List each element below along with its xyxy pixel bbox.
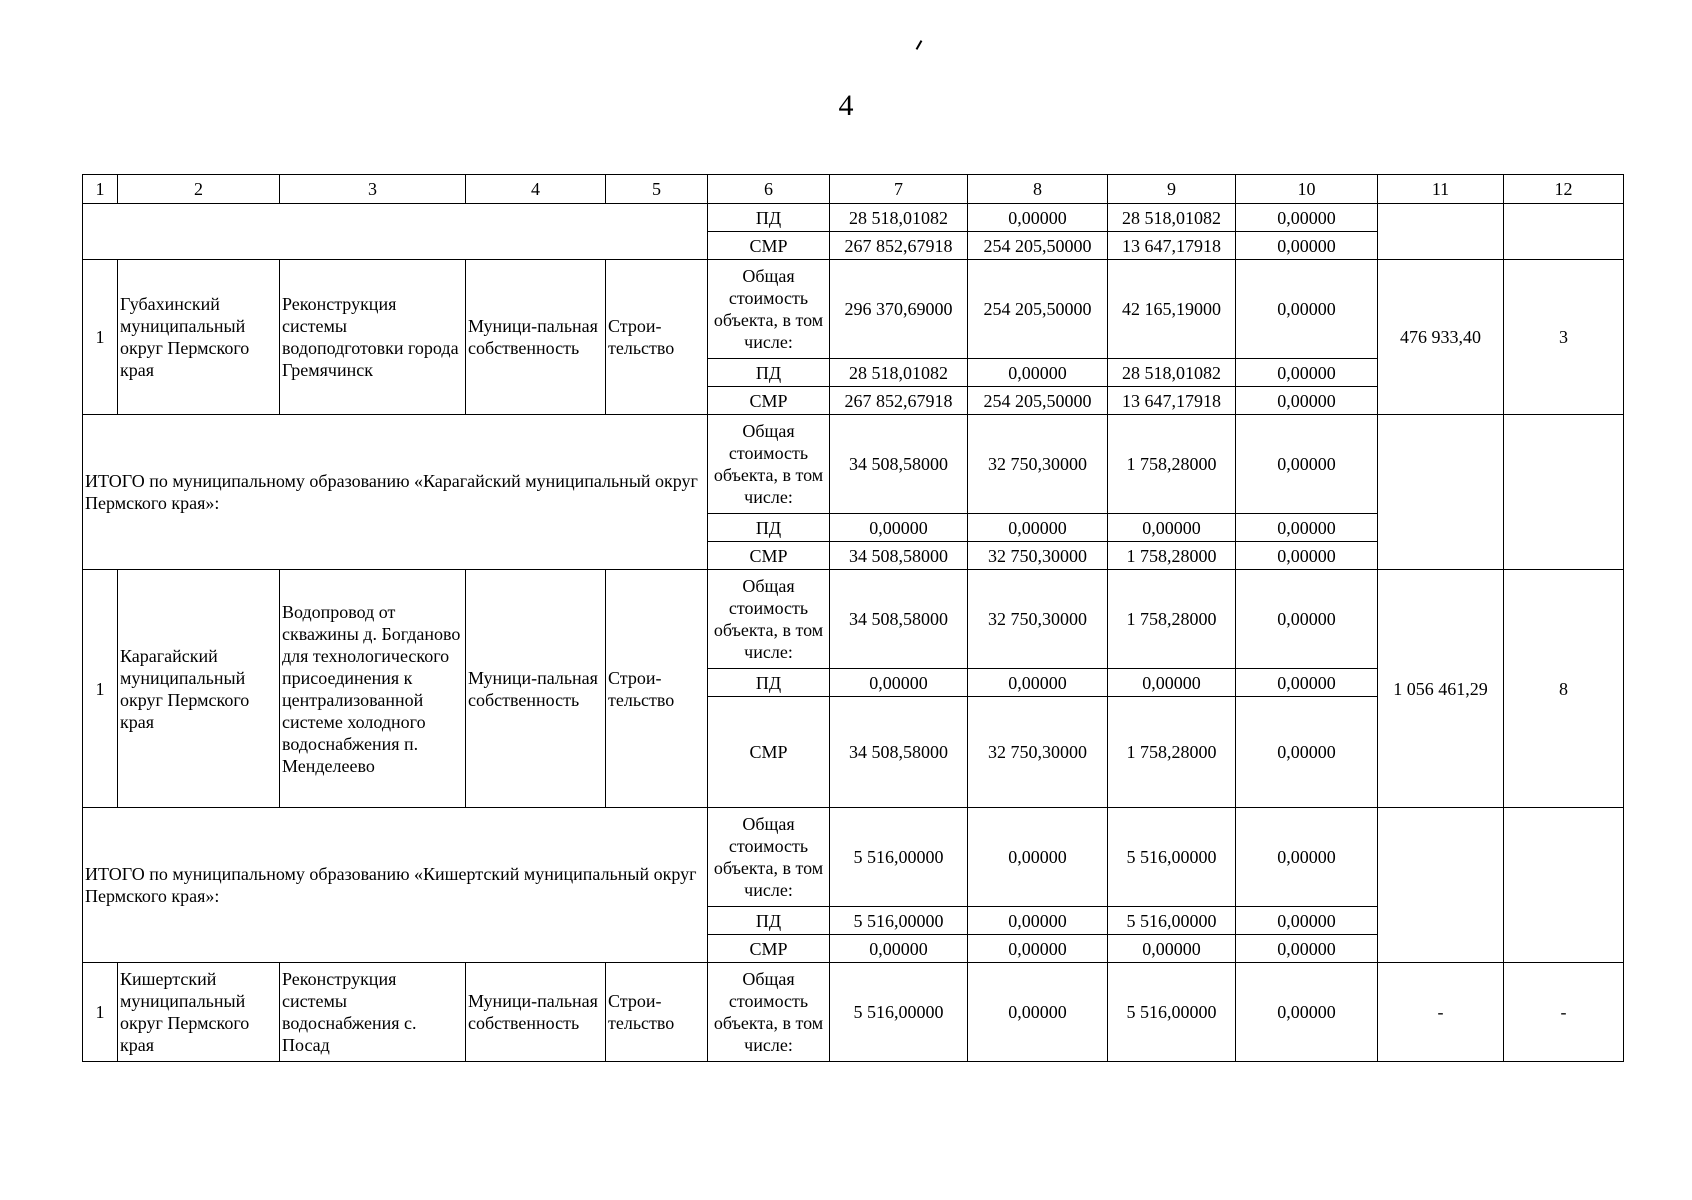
value-cell: 0,00000: [968, 808, 1108, 907]
object-cell: Реконструкция системы водоснабжения с. Посад: [280, 963, 466, 1062]
empty-cell: [1504, 204, 1624, 260]
value-cell: 0,00000: [1236, 260, 1378, 359]
value-cell: 1 758,28000: [1108, 415, 1236, 514]
value-cell: 0,00000: [1236, 697, 1378, 808]
value-cell: 0,00000: [968, 359, 1108, 387]
value-cell: 34 508,58000: [830, 570, 968, 669]
header-cell: 7: [830, 175, 968, 204]
value-cell: 5 516,00000: [1108, 808, 1236, 907]
row-number: 1: [83, 963, 118, 1062]
value-cell: 254 205,50000: [968, 387, 1108, 415]
value-cell: 5 516,00000: [1108, 963, 1236, 1062]
row-number: 1: [83, 260, 118, 415]
row-number: 1: [83, 570, 118, 808]
value-cell: 0,00000: [968, 514, 1108, 542]
work-type-cell: Строи-тельство: [606, 260, 708, 415]
header-cell: 5: [606, 175, 708, 204]
value-cell: 0,00000: [1236, 907, 1378, 935]
total-row: [83, 415, 1624, 514]
value-cell: 0,00000: [830, 514, 968, 542]
col11-cell: -: [1378, 963, 1504, 1062]
smr-label: СМР: [708, 697, 830, 808]
col12-cell: -: [1504, 963, 1624, 1062]
smr-label: СМР: [708, 935, 830, 963]
col11-cell: 476 933,40: [1378, 260, 1504, 415]
ownership-cell: Муници-пальная собственность: [466, 260, 606, 415]
value-cell: 0,00000: [1236, 570, 1378, 669]
value-cell: 0,00000: [968, 963, 1108, 1062]
smr-label: СМР: [708, 387, 830, 415]
municipality-total-title: ИТОГО по муниципальному образованию «Карагайский муниципальный округ Пермского края»:: [83, 415, 708, 570]
header-cell: 12: [1504, 175, 1624, 204]
value-cell: 32 750,30000: [968, 542, 1108, 570]
investment-table: [82, 174, 1624, 1062]
value-cell: 32 750,30000: [968, 570, 1108, 669]
header-cell: 6: [708, 175, 830, 204]
col12-cell: 8: [1504, 570, 1624, 808]
value-cell: 0,00000: [968, 204, 1108, 232]
municipality-cell: Кишертский муниципальный округ Пермского края: [118, 963, 280, 1062]
value-cell: 5 516,00000: [830, 808, 968, 907]
value-cell: 254 205,50000: [968, 260, 1108, 359]
total-cost-label: Общая стоимость объекта, в том числе:: [708, 570, 830, 669]
value-cell: 0,00000: [1236, 387, 1378, 415]
smr-label: СМР: [708, 542, 830, 570]
empty-cell: [1378, 808, 1504, 963]
value-cell: 1 758,28000: [1108, 542, 1236, 570]
value-cell: 0,00000: [968, 935, 1108, 963]
value-cell: 0,00000: [968, 907, 1108, 935]
municipality-cell: Карагайский муниципальный округ Пермского края: [118, 570, 280, 808]
value-cell: 1 758,28000: [1108, 570, 1236, 669]
pd-label: ПД: [708, 359, 830, 387]
header-cell: 11: [1378, 175, 1504, 204]
scan-mark: [916, 40, 923, 50]
table-row: [83, 570, 1624, 669]
value-cell: 28 518,01082: [1108, 359, 1236, 387]
value-cell: 28 518,01082: [1108, 204, 1236, 232]
value-cell: 0,00000: [1236, 808, 1378, 907]
value-cell: 34 508,58000: [830, 697, 968, 808]
value-cell: 0,00000: [1108, 514, 1236, 542]
ownership-cell: Муници-пальная собственность: [466, 963, 606, 1062]
pd-label: ПД: [708, 514, 830, 542]
value-cell: 32 750,30000: [968, 697, 1108, 808]
value-cell: 34 508,58000: [830, 542, 968, 570]
ownership-cell: Муници-пальная собственность: [466, 570, 606, 808]
header-cell: 1: [83, 175, 118, 204]
total-cost-label: Общая стоимость объекта, в том числе:: [708, 808, 830, 907]
header-cell: 8: [968, 175, 1108, 204]
table-row: [83, 963, 1624, 1062]
value-cell: 0,00000: [1236, 415, 1378, 514]
empty-cell: [1378, 415, 1504, 570]
value-cell: 0,00000: [830, 669, 968, 697]
pd-label: ПД: [708, 669, 830, 697]
header-cell: 3: [280, 175, 466, 204]
pd-label: ПД: [708, 907, 830, 935]
municipality-cell: Губахинский муниципальный округ Пермского края: [118, 260, 280, 415]
total-row: [83, 808, 1624, 907]
value-cell: 13 647,17918: [1108, 232, 1236, 260]
header-row: [83, 175, 1624, 204]
page-number: 4: [838, 89, 854, 122]
value-cell: 28 518,01082: [830, 359, 968, 387]
value-cell: 28 518,01082: [830, 204, 968, 232]
empty-cell: [1504, 808, 1624, 963]
empty-cell: [1378, 204, 1504, 260]
value-cell: 1 758,28000: [1108, 697, 1236, 808]
value-cell: 267 852,67918: [830, 232, 968, 260]
value-cell: 0,00000: [1236, 204, 1378, 232]
table-row: [83, 260, 1624, 359]
object-cell: Водопровод от скважины д. Богданово для технологического присоединения к централизованной системе холодного водоснабжения п. Менделеево: [280, 570, 466, 808]
total-cost-label: Общая стоимость объекта, в том числе:: [708, 260, 830, 359]
value-cell: 0,00000: [968, 669, 1108, 697]
value-cell: 0,00000: [1236, 232, 1378, 260]
value-cell: 0,00000: [1236, 542, 1378, 570]
value-cell: 0,00000: [1236, 514, 1378, 542]
work-type-cell: Строи-тельство: [606, 570, 708, 808]
value-cell: 5 516,00000: [830, 907, 968, 935]
smr-label: СМР: [708, 232, 830, 260]
header-cell: 4: [466, 175, 606, 204]
value-cell: 0,00000: [1236, 963, 1378, 1062]
value-cell: 5 516,00000: [1108, 907, 1236, 935]
value-cell: 0,00000: [1108, 935, 1236, 963]
empty-cell: [1504, 415, 1624, 570]
object-cell: Реконструкция системы водоподготовки города Гремячинск: [280, 260, 466, 415]
value-cell: 0,00000: [1108, 669, 1236, 697]
municipality-total-title: ИТОГО по муниципальному образованию «Кишертский муниципальный округ Пермского края»:: [83, 808, 708, 963]
value-cell: 0,00000: [1236, 935, 1378, 963]
work-type-cell: Строи-тельство: [606, 963, 708, 1062]
value-cell: 254 205,50000: [968, 232, 1108, 260]
header-cell: 10: [1236, 175, 1378, 204]
value-cell: 32 750,30000: [968, 415, 1108, 514]
value-cell: 267 852,67918: [830, 387, 968, 415]
total-cost-label: Общая стоимость объекта, в том числе:: [708, 963, 830, 1062]
value-cell: 0,00000: [1236, 669, 1378, 697]
value-cell: 42 165,19000: [1108, 260, 1236, 359]
value-cell: 296 370,69000: [830, 260, 968, 359]
empty-merged-cell: [83, 204, 708, 260]
value-cell: 13 647,17918: [1108, 387, 1236, 415]
total-cost-label: Общая стоимость объекта, в том числе:: [708, 415, 830, 514]
col12-cell: 3: [1504, 260, 1624, 415]
header-cell: 9: [1108, 175, 1236, 204]
header-cell: 2: [118, 175, 280, 204]
value-cell: 34 508,58000: [830, 415, 968, 514]
pd-label: ПД: [708, 204, 830, 232]
value-cell: 0,00000: [830, 935, 968, 963]
continuation-pd-row: [83, 204, 1624, 232]
value-cell: 5 516,00000: [830, 963, 968, 1062]
value-cell: 0,00000: [1236, 359, 1378, 387]
col11-cell: 1 056 461,29: [1378, 570, 1504, 808]
